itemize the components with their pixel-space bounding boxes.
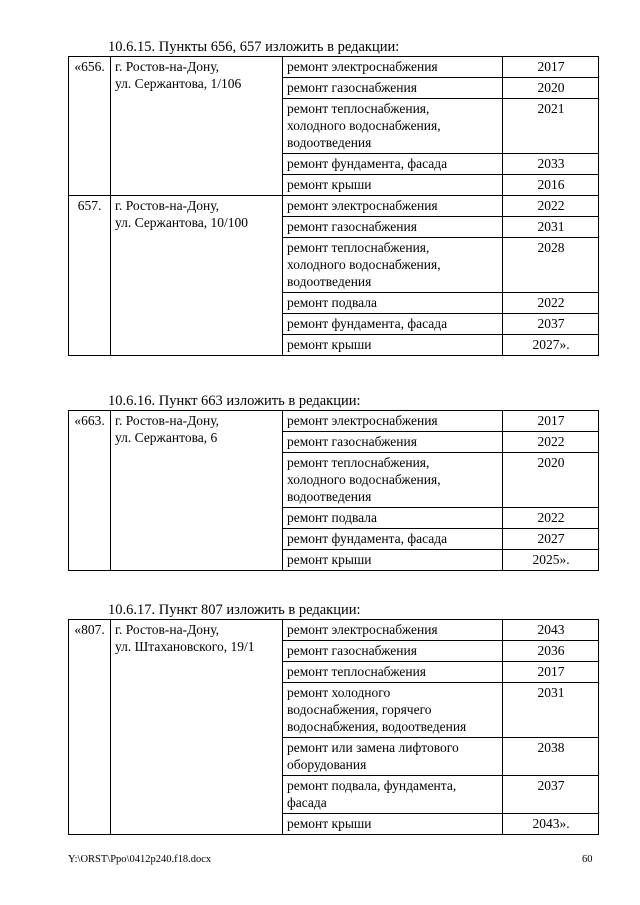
works-table xyxy=(68,410,599,571)
year-cell: 2020 xyxy=(503,453,599,508)
item-number: «807. xyxy=(69,620,111,835)
work-text: ремонт крыши xyxy=(287,177,372,192)
year-cell: 2027». xyxy=(503,335,599,356)
work-cell xyxy=(283,432,503,453)
year-cell: 2017 xyxy=(503,662,599,683)
year-cell: 2016 xyxy=(503,175,599,196)
year-cell: 2033 xyxy=(503,154,599,175)
year-cell: 2031 xyxy=(503,683,599,738)
work-text: ремонт фундамента, фасада xyxy=(287,531,448,546)
work-text: ремонт теплоснабжения, холодного водоснабжения, водоотведения xyxy=(287,455,441,504)
work-cell xyxy=(283,776,503,814)
work-cell xyxy=(283,99,503,154)
year-cell: 2028 xyxy=(503,238,599,293)
address-text: г. Ростов-на-Дону, ул. Сержантова, 6 xyxy=(115,413,220,445)
work-text: ремонт электроснабжения xyxy=(287,198,438,213)
year-cell: 2037 xyxy=(503,314,599,335)
work-cell xyxy=(283,175,503,196)
work-text: ремонт подвала xyxy=(287,295,378,310)
work-cell xyxy=(283,641,503,662)
work-text: ремонт фундамента, фасада xyxy=(287,156,448,171)
work-cell xyxy=(283,620,503,641)
footer-page-number: 60 xyxy=(582,854,593,865)
work-text: ремонт газоснабжения xyxy=(287,434,417,449)
work-cell xyxy=(283,217,503,238)
work-cell xyxy=(283,335,503,356)
address-cell xyxy=(111,57,283,196)
work-text: ремонт подвала xyxy=(287,510,378,525)
address-text: г. Ростов-на-Дону, ул. Штахановского, 19/1 xyxy=(115,622,255,654)
address-cell xyxy=(111,411,283,571)
work-text: ремонт крыши xyxy=(287,816,372,831)
work-cell xyxy=(283,196,503,217)
address-text: г. Ростов-на-Дону, ул. Сержантова, 10/100 xyxy=(115,198,249,230)
table-row xyxy=(69,620,599,641)
work-text: ремонт крыши xyxy=(287,552,372,567)
address-text: г. Ростов-на-Дону, ул. Сержантова, 1/106 xyxy=(115,59,242,91)
year-cell: 2025». xyxy=(503,550,599,571)
work-cell xyxy=(283,293,503,314)
works-table xyxy=(68,619,599,835)
section-heading: 10.6.15. Пункты 656, 657 изложить в редакции: xyxy=(108,39,400,55)
work-cell xyxy=(283,154,503,175)
section-heading: 10.6.16. Пункт 663 изложить в редакции: xyxy=(108,393,361,409)
work-text: ремонт газоснабжения xyxy=(287,643,417,658)
work-cell xyxy=(283,662,503,683)
work-cell xyxy=(283,78,503,99)
work-cell xyxy=(283,57,503,78)
work-text: ремонт фундамента, фасада xyxy=(287,316,448,331)
item-number: «656. xyxy=(69,57,111,196)
works-table xyxy=(68,56,599,356)
work-cell xyxy=(283,814,503,835)
work-text: ремонт электроснабжения xyxy=(287,413,438,428)
section-1 xyxy=(68,39,598,356)
work-cell xyxy=(283,314,503,335)
section-heading: 10.6.17. Пункт 807 изложить в редакции: xyxy=(108,602,361,618)
work-cell xyxy=(283,508,503,529)
work-cell xyxy=(283,453,503,508)
work-cell xyxy=(283,738,503,776)
address-cell xyxy=(111,620,283,835)
year-cell: 2037 xyxy=(503,776,599,814)
work-cell xyxy=(283,550,503,571)
work-text: ремонт или замена лифтового оборудования xyxy=(287,740,459,772)
year-cell: 2031 xyxy=(503,217,599,238)
year-cell: 2020 xyxy=(503,78,599,99)
year-cell: 2021 xyxy=(503,99,599,154)
work-text: ремонт теплоснабжения, холодного водоснабжения, водоотведения xyxy=(287,240,441,289)
item-number: «663. xyxy=(69,411,111,571)
table-row xyxy=(69,411,599,432)
work-text: ремонт теплоснабжения, холодного водоснабжения, водоотведения xyxy=(287,101,441,150)
table-row xyxy=(69,57,599,78)
year-cell: 2017 xyxy=(503,57,599,78)
footer-file-path: Y:\ORST\Ppo\0412p240.f18.docx xyxy=(68,854,212,865)
year-cell: 2022 xyxy=(503,432,599,453)
item-number: 657. xyxy=(69,196,111,356)
work-text: ремонт теплоснабжения xyxy=(287,664,427,679)
work-text: ремонт электроснабжения xyxy=(287,59,438,74)
year-cell: 2022 xyxy=(503,293,599,314)
section-3 xyxy=(68,602,598,835)
year-cell: 2038 xyxy=(503,738,599,776)
year-cell: 2036 xyxy=(503,641,599,662)
work-text: ремонт электроснабжения xyxy=(287,622,438,637)
work-text: ремонт холодного водоснабжения, горячего водоснабжения, водоотведения xyxy=(287,685,467,734)
year-cell: 2027 xyxy=(503,529,599,550)
work-text: ремонт подвала, фундамента, фасада xyxy=(287,778,457,810)
year-cell: 2022 xyxy=(503,196,599,217)
year-cell: 2022 xyxy=(503,508,599,529)
address-cell xyxy=(111,196,283,356)
year-cell: 2043». xyxy=(503,814,599,835)
work-text: ремонт газоснабжения xyxy=(287,219,417,234)
work-text: ремонт газоснабжения xyxy=(287,80,417,95)
year-cell: 2043 xyxy=(503,620,599,641)
work-cell xyxy=(283,683,503,738)
year-cell: 2017 xyxy=(503,411,599,432)
work-cell xyxy=(283,411,503,432)
table-row xyxy=(69,196,599,217)
work-cell xyxy=(283,529,503,550)
work-text: ремонт крыши xyxy=(287,337,372,352)
work-cell xyxy=(283,238,503,293)
section-2 xyxy=(68,393,598,571)
